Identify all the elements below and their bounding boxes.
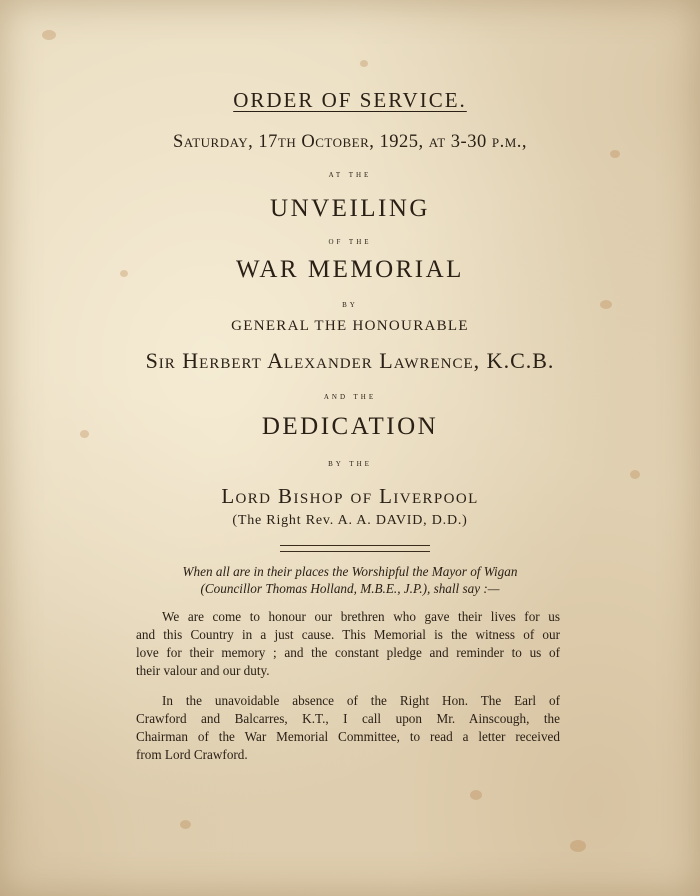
foxing-stain [570, 840, 586, 852]
bishop-name: (The Right Rev. A. A. DAVID, D.D.) [232, 513, 468, 528]
paragraph-line: We are come to honour our brethren who gave their lives for us [162, 609, 560, 624]
connector-by: by [342, 299, 358, 310]
rubric-line: When all are in their places the Worshipful the Mayor of Wigan [182, 564, 518, 579]
paragraph-line: their valour and our duty. [136, 663, 270, 678]
rubric-instruction [0, 563, 700, 597]
foxing-stain [360, 60, 368, 67]
paragraph-line: Crawford and Balcarres, K.T., I call upon Mr. Ainscough, the [136, 711, 560, 726]
paragraph-line: from Lord Crawford. [136, 747, 248, 762]
document-title: ORDER OF SERVICE. [233, 88, 467, 112]
paragraph-line: love for their memory ; and the constant pledge and reminder to us of [136, 645, 560, 660]
foxing-stain [470, 790, 482, 800]
honoree-rank: GENERAL THE HONOURABLE [231, 318, 469, 334]
connector-and-the: and the [323, 391, 377, 402]
heading-dedication: DEDICATION [261, 413, 439, 440]
paragraph-line: In the unavoidable absence of the Right Hon. The Earl of [162, 693, 560, 708]
double-rule-divider [280, 545, 430, 552]
connector-of-the: of the [328, 236, 372, 247]
heading-war-memorial: WAR MEMORIAL [236, 256, 464, 283]
foxing-stain [180, 820, 191, 829]
foxing-stain [42, 30, 56, 40]
connector-at-the: at the [328, 169, 372, 180]
heading-unveiling: UNVEILING [270, 195, 430, 222]
connector-by-the: by the [328, 458, 372, 469]
bishop-title: Lord Bishop of Liverpool [221, 484, 479, 508]
foxing-stain [630, 470, 640, 479]
paragraph-absence-note [136, 692, 560, 764]
honoree-name: Sir Herbert Alexander Lawrence, K.C.B. [145, 348, 555, 373]
rubric-line: (Councillor Thomas Holland, M.B.E., J.P.), shall say :— [200, 581, 500, 596]
paragraph-mayor-address [136, 608, 560, 680]
date-line: Saturday, 17th October, 1925, at 3-30 p.m., [172, 132, 528, 152]
paragraph-line: and this Country in a just cause. This Memorial is the witness of our [136, 627, 560, 642]
paragraph-line: Chairman of the War Memorial Committee, to read a letter received [136, 729, 560, 744]
